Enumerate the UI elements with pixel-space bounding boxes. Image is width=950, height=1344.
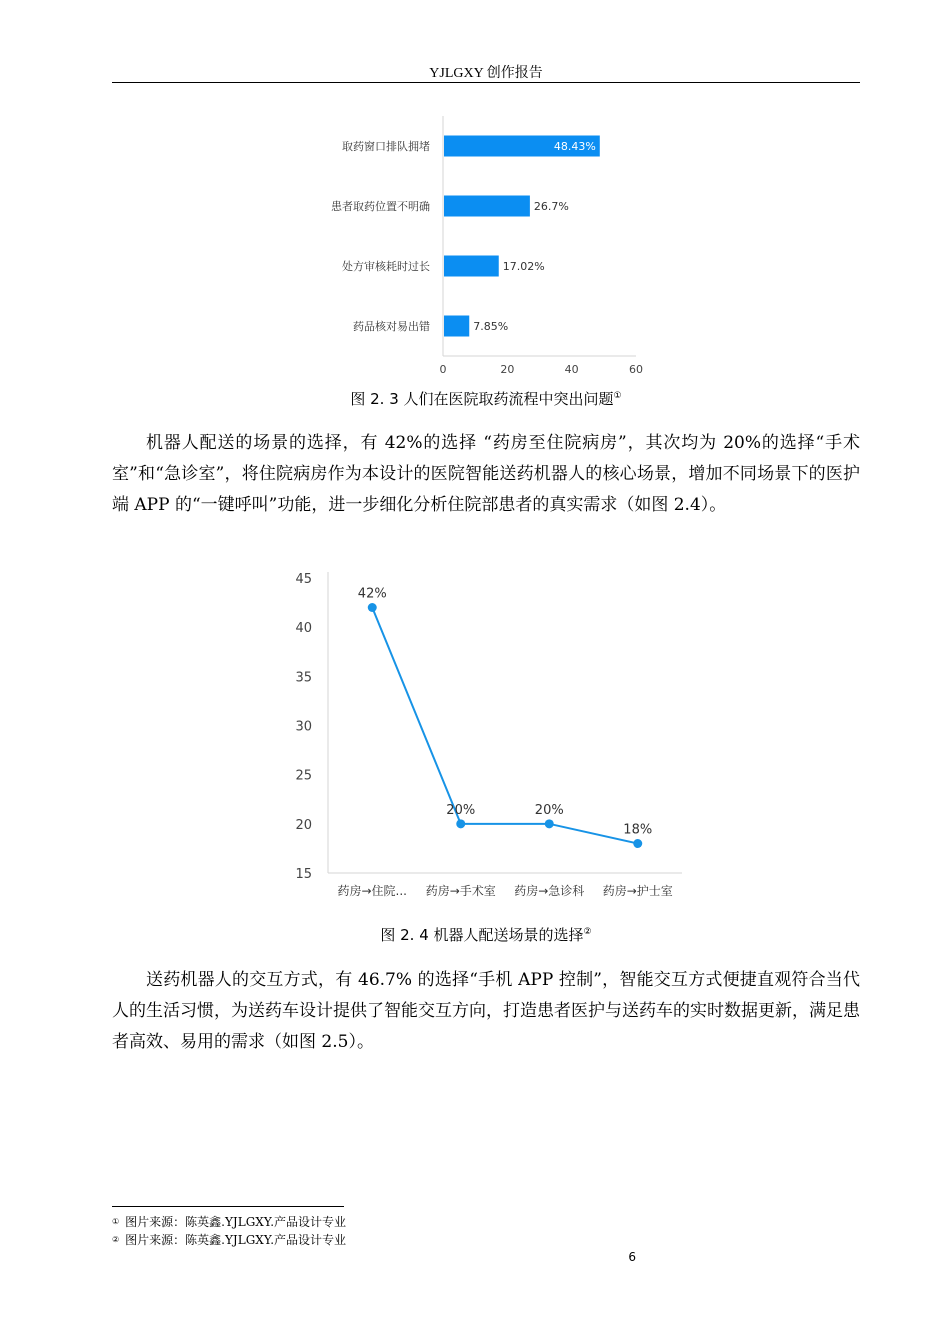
data-label: 26.7% — [533, 200, 569, 213]
data-label: 48.43% — [553, 140, 596, 153]
data-label: 7.85% — [473, 320, 509, 333]
x-tick-label: 40 — [564, 363, 579, 376]
x-tick-label: 60 — [629, 363, 643, 376]
x-tick-label: 药房→急诊科 — [514, 884, 585, 898]
bar-chart-pickup-problems — [320, 112, 650, 378]
footnote-text-1: 图片来源：陈英鑫.YJLGXY.产品设计专业 — [125, 1215, 347, 1229]
x-tick-label: 药房→住院... — [337, 884, 407, 898]
bar — [444, 256, 499, 277]
figure-caption-2-4 — [112, 924, 860, 945]
y-tick-label: 40 — [295, 621, 312, 637]
data-label: 18% — [623, 822, 653, 838]
data-point — [456, 819, 465, 828]
series-line — [372, 608, 638, 844]
data-label: 20% — [534, 802, 564, 818]
bar — [444, 316, 469, 337]
figure-caption-2-3 — [112, 388, 860, 409]
category-label: 患者取药位置不明确 — [331, 200, 430, 213]
footnote-2 — [112, 1233, 346, 1247]
x-tick-label: 20 — [500, 363, 515, 376]
data-point — [633, 839, 642, 848]
footnote-text-2: 图片来源：陈英鑫.YJLGXY.产品设计专业 — [125, 1233, 347, 1247]
x-tick-label: 药房→护士室 — [602, 884, 673, 898]
y-tick-label: 20 — [295, 817, 312, 833]
data-label: 20% — [446, 802, 476, 818]
page-number: 6 — [628, 1250, 636, 1264]
x-tick-label: 0 — [439, 363, 447, 376]
paragraph-delivery-scenes: 机器人配送的场景的选择，有 42%的选择 “药房至住院病房”，其次均为 20%的选择“手术室”和“急诊室”，将住院病房作为本设计的医院智能送药机器人的核心场景，增加不同场景下的医护端 APP 的“一键呼叫”功能，进一步细化分析住院部患者的真实需求（如图 2.4）。 — [112, 433, 860, 515]
y-tick-label: 35 — [295, 670, 312, 686]
data-point — [545, 819, 554, 828]
y-tick-label: 15 — [295, 867, 312, 882]
y-tick-label: 45 — [295, 572, 312, 587]
footnote-mark-1: ① — [112, 1217, 120, 1226]
y-tick-label: 25 — [295, 768, 312, 784]
data-point — [368, 603, 377, 612]
y-tick-label: 30 — [295, 719, 312, 735]
footnote-ref-1: ① — [613, 391, 622, 401]
paragraph-interaction-mode: 送药机器人的交互方式，有 46.7% 的选择“手机 APP 控制”，智能交互方式便捷直观符合当代人的生活习惯，为送药车设计提供了智能交互方向，打造患者医护与送药车的实时数据更新，满足患者高效、易用的需求（如图 2.5）。 — [112, 970, 860, 1052]
x-tick-label: 药房→手术室 — [425, 884, 496, 898]
data-label: 17.02% — [502, 260, 545, 273]
footnote-1 — [112, 1215, 346, 1229]
page-header: YJLGXY 创作报告 — [429, 66, 543, 81]
footnote-rule — [112, 1206, 344, 1207]
bar — [444, 196, 530, 217]
category-label: 药品核对易出错 — [353, 320, 430, 333]
line-chart-delivery-scenes — [286, 566, 686, 906]
footnote-ref-2: ② — [583, 927, 592, 937]
figure-caption-2-3-text: 图 2. 3 人们在医院取药流程中突出问题 — [350, 390, 614, 408]
category-label: 取药窗口排队拥堵 — [342, 140, 430, 153]
header-rule — [112, 82, 860, 83]
footnote-mark-2: ② — [112, 1235, 120, 1244]
category-label: 处方审核耗时过长 — [342, 260, 430, 273]
data-label: 42% — [357, 586, 387, 602]
figure-caption-2-4-text: 图 2. 4 机器人配送场景的选择 — [380, 926, 584, 944]
